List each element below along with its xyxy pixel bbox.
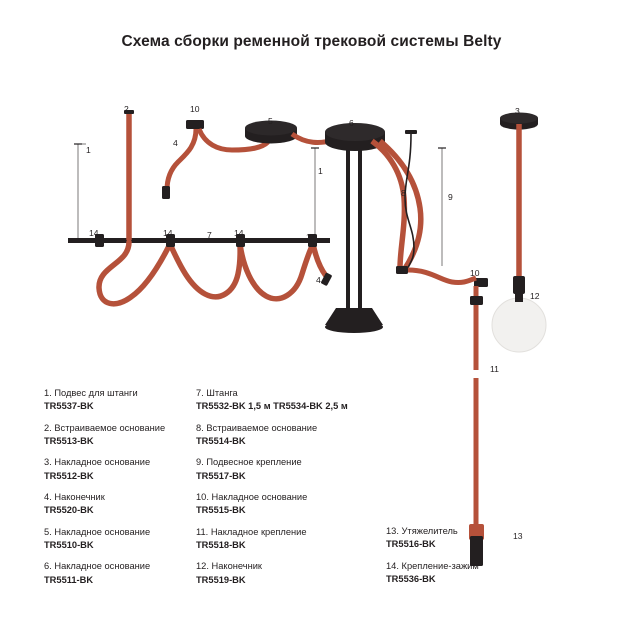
legend-item-number: 10. [196, 491, 209, 502]
callout-3: 3 [515, 106, 520, 116]
component-11-clip [470, 296, 483, 305]
legend-column-2 [196, 388, 386, 596]
legend-item-name: Встраиваемое основание [54, 422, 166, 433]
callout-14d: 14 [306, 232, 316, 242]
legend [44, 388, 584, 596]
callout-5: 5 [268, 116, 273, 126]
legend-item-code: TR5536-BK [386, 573, 436, 584]
legend-item [44, 561, 196, 586]
callout-10b: 10 [470, 268, 480, 278]
callout-14a: 14 [89, 228, 99, 238]
callout-13: 13 [513, 531, 523, 541]
legend-item-name: Утяжелитель [401, 526, 458, 536]
legend-item-code: TR5516-BK [386, 539, 436, 550]
legend-item-number: 2. [44, 422, 52, 433]
legend-item [44, 423, 196, 448]
callout-2: 2 [124, 104, 129, 114]
legend-item-number: 3. [44, 457, 52, 468]
legend-item-code-extra: TR5534-BK 2,5 м [273, 401, 348, 412]
legend-item-code: TR5532-BK 1,5 м [196, 401, 271, 412]
legend-item-name: Наконечник [211, 561, 262, 572]
legend-item-code: TR5514-BK [196, 435, 246, 446]
legend-item-name: Накладное основание [54, 526, 151, 537]
legend-item-name: Накладное крепление [210, 526, 307, 537]
legend-item-code: TR5518-BK [196, 539, 246, 550]
track-rod [68, 238, 330, 243]
legend-column-3 [386, 388, 546, 596]
component-5-surface-base-round [245, 121, 334, 144]
legend-item-name: Наконечник [54, 491, 105, 502]
legend-item-code: TR5520-BK [44, 505, 94, 516]
callout-1a: 1 [86, 145, 91, 155]
legend-item [196, 388, 386, 413]
callout-4a: 4 [173, 138, 178, 148]
component-12-tip-globe [492, 276, 546, 352]
vertical-rods [325, 142, 383, 333]
legend-item-number: 11. [196, 526, 209, 537]
legend-item [44, 457, 196, 482]
right-vertical-strap [470, 286, 483, 370]
component-4-tip-top [162, 186, 170, 199]
legend-column-1 [44, 388, 196, 596]
callout-14b: 14 [163, 228, 173, 238]
legend-item [386, 561, 546, 586]
legend-item [44, 388, 196, 413]
legend-item-name: Встраиваемое основание [206, 422, 318, 433]
legend-item-code: TR5511-BK [44, 574, 94, 585]
legend-item-code: TR5537-BK [44, 401, 94, 412]
legend-item [386, 526, 546, 551]
legend-item [196, 457, 386, 482]
callout-6: 6 [349, 118, 354, 128]
legend-item-code: TR5519-BK [196, 574, 246, 585]
legend-item-number: 12. [196, 561, 209, 572]
component-2-recessed-base [124, 110, 134, 240]
legend-item-code: TR5517-BK [196, 470, 246, 481]
legend-item-number: 4. [44, 491, 52, 502]
legend-item-code: TR5512-BK [44, 470, 94, 481]
legend-item [44, 527, 196, 552]
page-title: Схема сборки ременной трековой системы Belty [121, 33, 502, 50]
assembly-diagram [0, 68, 623, 378]
legend-item-number: 5. [44, 526, 52, 537]
callout-11: 11 [490, 364, 499, 374]
legend-item-name: Штанга [206, 388, 238, 398]
callout-14c: 14 [234, 228, 244, 238]
legend-item-code: TR5510-BK [44, 539, 94, 550]
callout-10a: 10 [190, 104, 200, 114]
legend-item [196, 561, 386, 586]
component-3-surface-base-right [500, 113, 538, 281]
legend-item-number: 8. [196, 422, 204, 433]
legend-item-name: Подвес для штанги [54, 388, 138, 398]
legend-item [196, 527, 386, 552]
legend-item-name: Крепление-зажим [401, 560, 479, 571]
callout-4b: 4 [316, 275, 321, 285]
legend-item-number: 9. [196, 457, 204, 468]
legend-item-number: 14. [386, 560, 399, 571]
legend-item-name: Накладное основание [54, 561, 151, 572]
component-10-surface-base-right [396, 266, 488, 287]
callout-12: 12 [530, 291, 540, 301]
callout-9: 9 [448, 192, 453, 202]
legend-item-number: 6. [44, 561, 52, 572]
legend-item-name: Накладное основание [211, 491, 308, 502]
callout-8: 8 [401, 188, 406, 198]
legend-item-number: 7. [196, 388, 204, 398]
legend-item-number: 13. [386, 526, 399, 536]
callout-1b: 1 [318, 166, 323, 176]
legend-item [44, 492, 196, 517]
legend-item [196, 492, 386, 517]
legend-item-name: Подвесное крепление [206, 457, 302, 468]
legend-item [196, 423, 386, 448]
legend-item-code: TR5513-BK [44, 435, 94, 446]
legend-item-name: Накладное основание [54, 457, 151, 468]
callout-7: 7 [207, 230, 212, 240]
legend-item-number: 1. [44, 388, 52, 398]
legend-item-code: TR5515-BK [196, 505, 246, 516]
